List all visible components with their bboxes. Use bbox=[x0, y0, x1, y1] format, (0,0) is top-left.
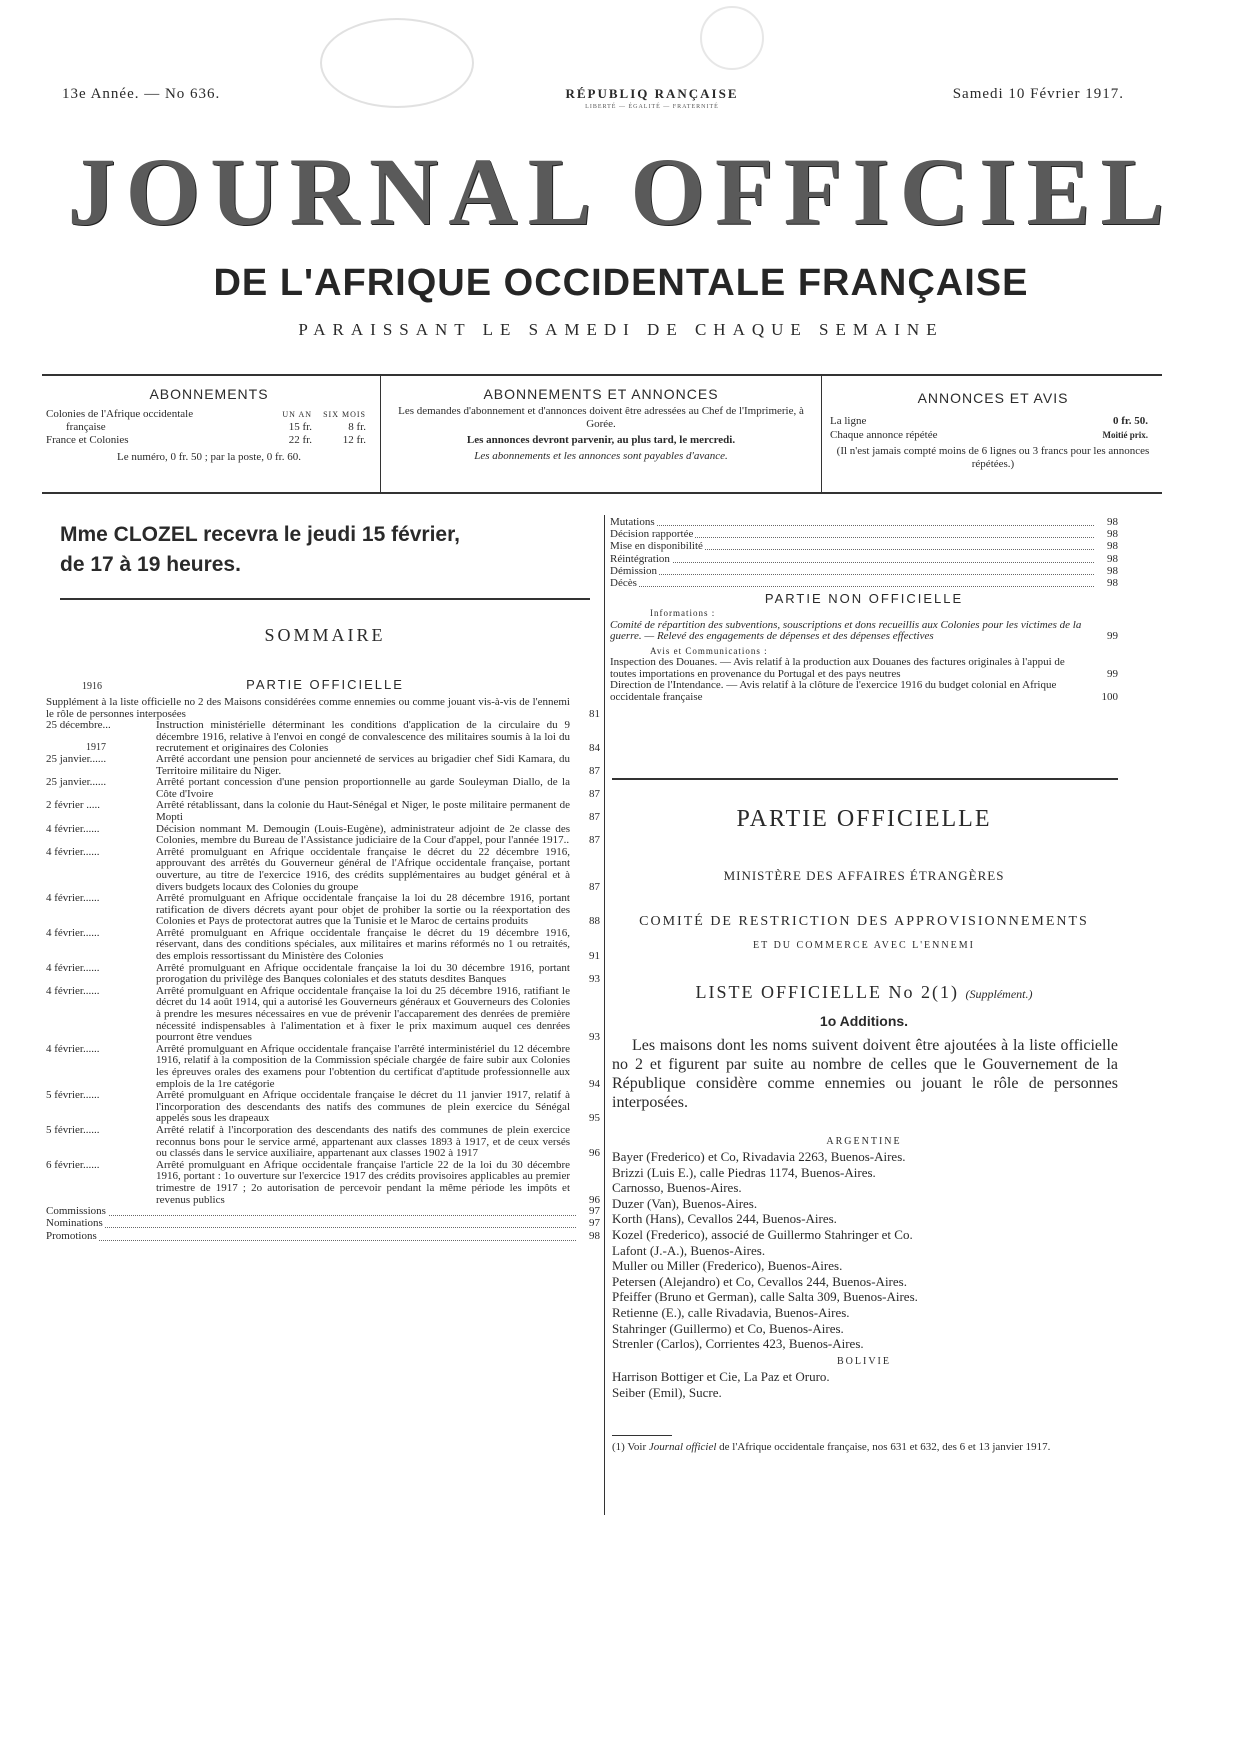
toc-entry bbox=[610, 680, 1118, 703]
toc-entry-page: 99 bbox=[1107, 667, 1118, 680]
toc-entry-date: 4 février...... bbox=[46, 846, 100, 858]
toc-entry bbox=[46, 1206, 600, 1218]
list-item: Seiber (Emil), Sucre. bbox=[612, 1384, 722, 1400]
list-item: Petersen (Alejandro) et Co, Cevallos 244, Buenos-Aires. bbox=[612, 1273, 907, 1289]
toc-dot-leader bbox=[610, 516, 1094, 526]
annonces-avis-box bbox=[824, 376, 1162, 492]
republic-motto: LIBERTÉ — ÉGALITÉ — FRATERNITÉ bbox=[585, 104, 719, 110]
sommaire-year-1917: 1917 bbox=[86, 741, 106, 753]
toc-entry-text: Inspection des Douanes. — Avis relatif à la production aux Douanes des factures originales à l'appui de toutes importations en provenance du Portugal et des pays neutres bbox=[610, 655, 1065, 680]
country-argentine: ARGENTINE bbox=[826, 1136, 902, 1147]
comite-subheading: ET DU COMMERCE AVEC L'ENNEMI bbox=[753, 940, 975, 951]
toc-entry-page: 100 bbox=[1101, 690, 1118, 703]
footnote-pre: (1) Voir bbox=[612, 1441, 647, 1453]
toc-entry-page: 95 bbox=[589, 1112, 600, 1125]
toc-entry bbox=[46, 754, 600, 777]
liste-supplement: (Supplément.) bbox=[965, 987, 1033, 1001]
list-item: Lafont (J.-A.), Buenos-Aires. bbox=[612, 1242, 766, 1258]
toc-entry bbox=[46, 720, 600, 755]
abonnement-label: France et Colonies bbox=[46, 434, 129, 446]
toc-entry-text: Supplément à la liste officielle no 2 des Maisons considérées comme ennemies ou comme jouant vis-à-vis de l'ennemi le rôle de personnes interposées bbox=[46, 696, 570, 720]
toc-entry bbox=[46, 986, 600, 1044]
toc-entry-text: Arrêté promulguant en Afrique occidentale française l'arrêté interministériel du 12 décembre 1916, relatif à la composition de la Commission spéciale chargée de faire subir aux Colonies les épreuves orales des examens pour l'obtention du certificat d'aptitude professionnelle aux emplois de la 1re catégorie bbox=[156, 1042, 570, 1090]
toc-entry bbox=[46, 1044, 600, 1090]
toc-entry-text: Direction de l'Intendance. — Avis relatif à la clôture de l'exercice 1916 du budget colonial en Afrique occidentale française bbox=[610, 679, 1057, 703]
sommaire-partie-officielle: PARTIE OFFICIELLE bbox=[246, 677, 404, 692]
list-item: Pfeiffer (Bruno et German), calle Salta 309, Buenos-Aires. bbox=[612, 1289, 918, 1305]
toc-entry-page: 87 bbox=[589, 764, 600, 777]
numero-price: Le numéro, 0 fr. 50 ; par la poste, 0 fr. 60. bbox=[117, 451, 301, 463]
col-six-mois: SIX MOIS bbox=[323, 410, 366, 419]
toc-entry bbox=[46, 777, 600, 800]
clozel-line-2: de 17 à 19 heures. bbox=[60, 553, 241, 576]
divider bbox=[60, 598, 590, 600]
toc-dot-leader bbox=[46, 1218, 576, 1228]
toc-entry-text: Arrêté promulguant en Afrique occidentale française le décret du 11 janvier 1917, relatif à l'incorporation des descendants des natifs des communes de plein exercice du Sénégal appelés sous les drapeaux bbox=[156, 1089, 570, 1125]
toc-entry-label: Décès bbox=[610, 576, 637, 589]
toc-entry-page: 87 bbox=[589, 810, 600, 823]
list-item: Bayer (Frederico) et Co, Rivadavia 2263, Buenos-Aires. bbox=[612, 1149, 906, 1164]
toc-entry bbox=[46, 824, 600, 847]
toc-entry-text: Arrêté promulguant en Afrique occidentale française la loi du 25 décembre 1916, ratifiant le décret du 14 août 1914, qui a autorisé les Gouverneurs généraux et Gouverneurs des Colonies à prendre les mesures nécessaires en vue de prévenir l'accaparement des denrées de première nécessité indispensables à l'alimentation et à fixer le prix maximum auquel ces denrées pourront être vendues bbox=[156, 984, 570, 1044]
abonnements-annonces-box bbox=[380, 376, 822, 492]
toc-entry bbox=[46, 1125, 600, 1160]
toc-entry bbox=[46, 800, 600, 823]
toc-entry-page: 93 bbox=[589, 1031, 600, 1044]
toc-entry-page: 98 bbox=[1107, 564, 1118, 577]
toc-entry-text: Arrêté promulguant en Afrique occidentale française le décret du 22 décembre 1916, approuvant des arrêtés du Gouverneur général de l'Afrique occidentale française, portant ouverture, au titre de l'exercice 1916, des crédits supplémentaires au budget général et à divers budgets locaux des Colonies du groupe bbox=[156, 845, 570, 893]
annonces-avis-title: ANNONCES ET AVIS bbox=[917, 390, 1069, 406]
toc-entry bbox=[610, 516, 1118, 528]
additions-heading: 1o Additions. bbox=[819, 1013, 909, 1029]
annonces-address: Les demandes d'abonnement et d'annonces doivent être adressées au Chef de l'Imprimerie, à Gorée. bbox=[398, 405, 804, 430]
avis-label: Avis et Communications : bbox=[650, 645, 768, 656]
toc-entry bbox=[610, 657, 1118, 680]
bolivie-list bbox=[612, 1369, 1118, 1400]
toc-entry-text: Arrêté promulguant en Afrique occidentale française le décret du 19 décembre 1916, réservant, dans des conditions spéciales, aux militaires et marins réformés no 1 ou retraités, des emplois ressortissant du Ministère des Colonies bbox=[156, 926, 570, 963]
list-item: Muller ou Miller (Frederico), Buenos-Aires. bbox=[612, 1258, 843, 1274]
issue-date: Samedi 10 Février 1917. bbox=[952, 86, 1124, 102]
archive-stamp-small bbox=[700, 6, 764, 70]
masthead-tagline: PARAISSANT LE SAMEDI DE CHAQUE SEMAINE bbox=[298, 320, 944, 339]
list-item: Stahringer (Guillermo) et Co, Buenos-Aires. bbox=[612, 1320, 844, 1336]
list-item: Strenler (Carlos), Corrientes 423, Buenos-Aires. bbox=[612, 1336, 864, 1352]
subscription-boxes bbox=[42, 374, 1162, 494]
toc-entry-page: 97 bbox=[589, 1205, 600, 1218]
toc-entry bbox=[46, 1231, 600, 1243]
toc-entry bbox=[46, 697, 600, 720]
toc-entry-label: Décision rapportée bbox=[610, 528, 694, 541]
ligne-label: La ligne bbox=[830, 415, 867, 427]
list-item: Kozel (Frederico), associé de Guillermo Stahringer et Co. bbox=[612, 1226, 913, 1242]
toc-entry-page: 94 bbox=[589, 1077, 600, 1090]
liste-heading bbox=[610, 982, 1118, 1003]
toc-entry bbox=[46, 1160, 600, 1206]
ministere-heading: MINISTÈRE DES AFFAIRES ÉTRANGÈRES bbox=[723, 868, 1005, 883]
toc-tail-list bbox=[46, 1206, 600, 1243]
list-item: Brizzi (Luis E.), calle Piedras 1174, Buenos-Aires. bbox=[612, 1164, 876, 1180]
abonnements-box bbox=[42, 376, 376, 492]
toc-entry-text: Arrêté promulguant en Afrique occidentale française l'article 22 de la loi du 30 décembre 1916, portant : 1o ouverture sur l'exercice 1917 des crédits provisoires applicables au premier trimestre de 1917 ; 2o autorisation de percevoir pendant la même période les impôts et revenus publics bbox=[156, 1158, 570, 1206]
toc-entry-page: 98 bbox=[1107, 540, 1118, 553]
abonnement-label: française bbox=[66, 421, 106, 433]
clozel-notice bbox=[60, 520, 590, 580]
toc-entry bbox=[610, 553, 1118, 565]
toc-entry bbox=[46, 893, 600, 928]
toc-entry-date: 4 février...... bbox=[46, 962, 100, 974]
toc-entry-date: 25 janvier...... bbox=[46, 777, 107, 789]
footnote bbox=[612, 1441, 1118, 1454]
toc-entry-page: 98 bbox=[1107, 576, 1118, 589]
toc-entry-label: Nominations bbox=[46, 1217, 103, 1230]
toc-entry-label: Mise en disponibilité bbox=[610, 540, 703, 553]
toc-entry-text: Arrêté rétablissant, dans la colonie du Haut-Sénégal et Niger, le poste militaire permanent de Mopti bbox=[156, 799, 570, 823]
toc-entry-page: 99 bbox=[1107, 630, 1118, 643]
toc-entry-label: Commissions bbox=[46, 1205, 106, 1218]
sommaire-list bbox=[46, 697, 600, 1243]
clozel-line-1: Mme CLOZEL recevra le jeudi 15 février, bbox=[60, 523, 460, 546]
toc-entry-text: Décision nommant M. Demougin (Louis-Eugène), administrateur adjoint de 2e classe des Colonies, membre du Bureau de l'Assistance judiciaire de la Cour d'appel, pour l'année 1917.. bbox=[156, 822, 570, 847]
toc-entry-text: Arrêté accordant une pension pour ancienneté de services au brigadier chef Sidi Kamara, du Territoire militaire du Niger. bbox=[156, 752, 570, 777]
sommaire-year-1916: 1916 bbox=[82, 681, 102, 692]
list-item: Retienne (E.), calle Rivadavia, Buenos-Aires. bbox=[612, 1304, 850, 1320]
toc-entry-text: Instruction ministérielle déterminant les conditions d'application de la circulaire du 9 décembre 1916, relative à l'envoi en congé de convalescence des militaires soumis à la loi du recrutement et originaires des Colonies bbox=[156, 719, 570, 755]
abonnement-price-year: 22 fr. bbox=[288, 434, 312, 446]
toc-entry bbox=[610, 528, 1118, 540]
toc-entry-page: 97 bbox=[589, 1217, 600, 1230]
footnote-divider bbox=[612, 1435, 672, 1436]
right-toc bbox=[610, 516, 1118, 703]
abonnement-price-half: 12 fr. bbox=[342, 434, 366, 446]
toc-entry-text: Arrêté relatif à l'incorporation des descendants des natifs des communes de plein exercice reconnus bons pour le service armé, appartenant aux classes 1893 à 1917, et de ceux versés ou classés dans le service auxiliaire, appartenant aux classes 1902 à 1917 bbox=[156, 1123, 570, 1160]
toc-dot-leader bbox=[46, 1231, 576, 1241]
toc-dot-leader bbox=[610, 565, 1094, 575]
toc-dot-leader bbox=[610, 553, 1094, 563]
toc-entry-date: 4 février...... bbox=[46, 893, 100, 905]
toc-entry-page: 84 bbox=[589, 742, 600, 755]
toc-entry-date: 4 février...... bbox=[46, 927, 100, 939]
toc-entry-text: Arrêté promulguant en Afrique occidentale française la loi du 30 décembre 1916, portant prorogation du privilège des Banques coloniales et des statuts desdites Banques bbox=[156, 961, 570, 986]
col-un-an: UN AN bbox=[282, 410, 312, 419]
toc-entry-page: 98 bbox=[589, 1229, 600, 1242]
toc-entry-page: 87 bbox=[589, 834, 600, 847]
republic-text: RÉPUBLIQ RANÇAISE bbox=[565, 86, 739, 101]
footnote-post: de l'Afrique occidentale française, nos 631 et 632, des 6 et 13 janvier 1917. bbox=[719, 1441, 1051, 1453]
toc-entry bbox=[46, 1218, 600, 1230]
toc-entry bbox=[610, 565, 1118, 577]
header-line bbox=[62, 86, 1124, 110]
issue-number: 13e Année. — No 636. bbox=[62, 86, 221, 102]
toc-entry-page: 91 bbox=[589, 950, 600, 963]
toc-1917-list bbox=[46, 754, 600, 1206]
sommaire-title: SOMMAIRE bbox=[264, 625, 386, 645]
toc-entry-page: 93 bbox=[589, 973, 600, 986]
toc-entry-label: Mutations bbox=[610, 516, 655, 528]
toc-entry-date: 5 février...... bbox=[46, 1090, 100, 1102]
liste-intro: Les maisons dont les noms suivent doivent être ajoutées à la liste officielle no 2 et figurent par suite au nombre de celles que le Gouvernement de la République considère comme ennemies ou jouant le rôle de personnes interposées. bbox=[612, 1037, 1118, 1111]
toc-entry-page: 96 bbox=[589, 1147, 600, 1160]
country-bolivie: BOLIVIE bbox=[837, 1356, 891, 1367]
list-item: Harrison Bottiger et Cie, La Paz et Oruro. bbox=[612, 1369, 830, 1384]
list-item: Carnosso, Buenos-Aires. bbox=[612, 1180, 742, 1196]
toc-entry bbox=[610, 577, 1118, 589]
toc-entry-date: 4 février...... bbox=[46, 985, 100, 997]
toc-entry-text: Arrêté promulguant en Afrique occidentale française la loi du 28 décembre 1916, portant ratification de divers décrets ayant pour objet de prohiber la sortie ou la réexportation des Colonies et Pays de protectorat autres que la Tunisie et le Maroc de certains produits bbox=[156, 892, 570, 928]
toc-entry-text: Comité de répartition des subventions, souscriptions et dons recueillis aux Colonies pour les victimes de la guerre. — Relevé des engagements de dépenses et des dépenses effectives bbox=[610, 618, 1082, 643]
toc-entry bbox=[46, 928, 600, 963]
toc-dot-leader bbox=[46, 1206, 576, 1216]
masthead-title: JOURNAL OFFICIEL bbox=[67, 138, 1175, 245]
ligne-price-row bbox=[830, 414, 1156, 428]
liste-title: LISTE OFFICIELLE No 2(1) bbox=[695, 982, 959, 1002]
toc-entry-date: 4 février...... bbox=[46, 823, 100, 835]
right-toc-rows bbox=[610, 516, 1118, 589]
toc-entry-label: Promotions bbox=[46, 1229, 97, 1242]
toc-entry-page: 98 bbox=[1107, 528, 1118, 541]
ligne-price: 0 fr. 50. bbox=[1112, 415, 1148, 427]
toc-entry-page: 87 bbox=[589, 880, 600, 893]
informations-label: Informations : bbox=[650, 608, 716, 619]
toc-entry bbox=[46, 963, 600, 986]
annonces-payment: Les abonnements et les annonces sont payables d'avance. bbox=[474, 450, 728, 462]
argentine-list bbox=[612, 1149, 1118, 1352]
masthead-subtitle: DE L'AFRIQUE OCCIDENTALE FRANÇAISE bbox=[213, 262, 1029, 304]
toc-entry-page: 96 bbox=[589, 1193, 600, 1206]
divider bbox=[612, 778, 1118, 780]
list-item: Duzer (Van), Buenos-Aires. bbox=[612, 1195, 758, 1211]
abonnement-price-half: 8 fr. bbox=[348, 421, 366, 433]
toc-entry-page: 81 bbox=[589, 707, 600, 720]
abonnement-row bbox=[42, 434, 376, 447]
abonnement-label: Colonies de l'Afrique occidentale bbox=[46, 408, 194, 420]
toc-entry bbox=[46, 847, 600, 893]
annonces-deadline: Les annonces devront parvenir, au plus tard, le mercredi. bbox=[466, 434, 736, 446]
comite-heading: COMITÉ DE RESTRICTION DES APPROVISIONNEMENTS bbox=[639, 914, 1089, 929]
toc-entry bbox=[46, 1090, 600, 1125]
toc-entry bbox=[610, 620, 1118, 643]
repete-label: Chaque annonce répétée bbox=[830, 429, 938, 441]
partie-non-officielle: PARTIE NON OFFICIELLE bbox=[764, 591, 964, 607]
partie-officielle-heading: PARTIE OFFICIELLE bbox=[736, 806, 992, 832]
footnote-italic: Journal officiel bbox=[648, 1441, 717, 1453]
toc-dot-leader bbox=[610, 577, 1094, 587]
toc-entry bbox=[610, 540, 1118, 552]
abonnement-row bbox=[42, 421, 376, 434]
column-divider bbox=[604, 515, 605, 1515]
abonnements-title: ABONNEMENTS bbox=[149, 386, 269, 402]
repete-price-row bbox=[830, 428, 1156, 442]
toc-entry-text: Arrêté portant concession d'une pension proportionnelle au garde Souleyman Diallo, de la Côte d'Ivoire bbox=[156, 776, 570, 800]
republic-label bbox=[502, 86, 802, 110]
abonnements-annonces-title: ABONNEMENTS ET ANNONCES bbox=[483, 386, 719, 402]
toc-entry-date: 2 février ..... bbox=[46, 800, 101, 812]
toc-entry-date: 5 février...... bbox=[46, 1124, 100, 1136]
toc-entry-date: 25 décembre... bbox=[46, 720, 111, 732]
annonces-note: (Il n'est jamais compté moins de 6 lignes ou 3 francs pour les annonces répétées.) bbox=[836, 445, 1150, 470]
toc-entry-page: 88 bbox=[589, 915, 600, 928]
toc-entry-date: 6 février...... bbox=[46, 1159, 100, 1171]
toc-entry-label: Réintégration bbox=[610, 552, 670, 565]
abonnement-price-year: 15 fr. bbox=[288, 421, 312, 433]
abonnement-row bbox=[42, 408, 376, 421]
toc-entry-page: 98 bbox=[1107, 516, 1118, 528]
list-item: Korth (Hans), Cevallos 244, Buenos-Aires. bbox=[612, 1211, 837, 1227]
toc-entry-page: 87 bbox=[589, 787, 600, 800]
repete-price: Moitié prix. bbox=[1102, 430, 1148, 440]
toc-entry-label: Démission bbox=[610, 564, 658, 577]
toc-entry-date: 25 janvier...... bbox=[46, 753, 107, 765]
toc-entry-date: 4 février...... bbox=[46, 1043, 100, 1055]
toc-entry-page: 98 bbox=[1107, 552, 1118, 565]
